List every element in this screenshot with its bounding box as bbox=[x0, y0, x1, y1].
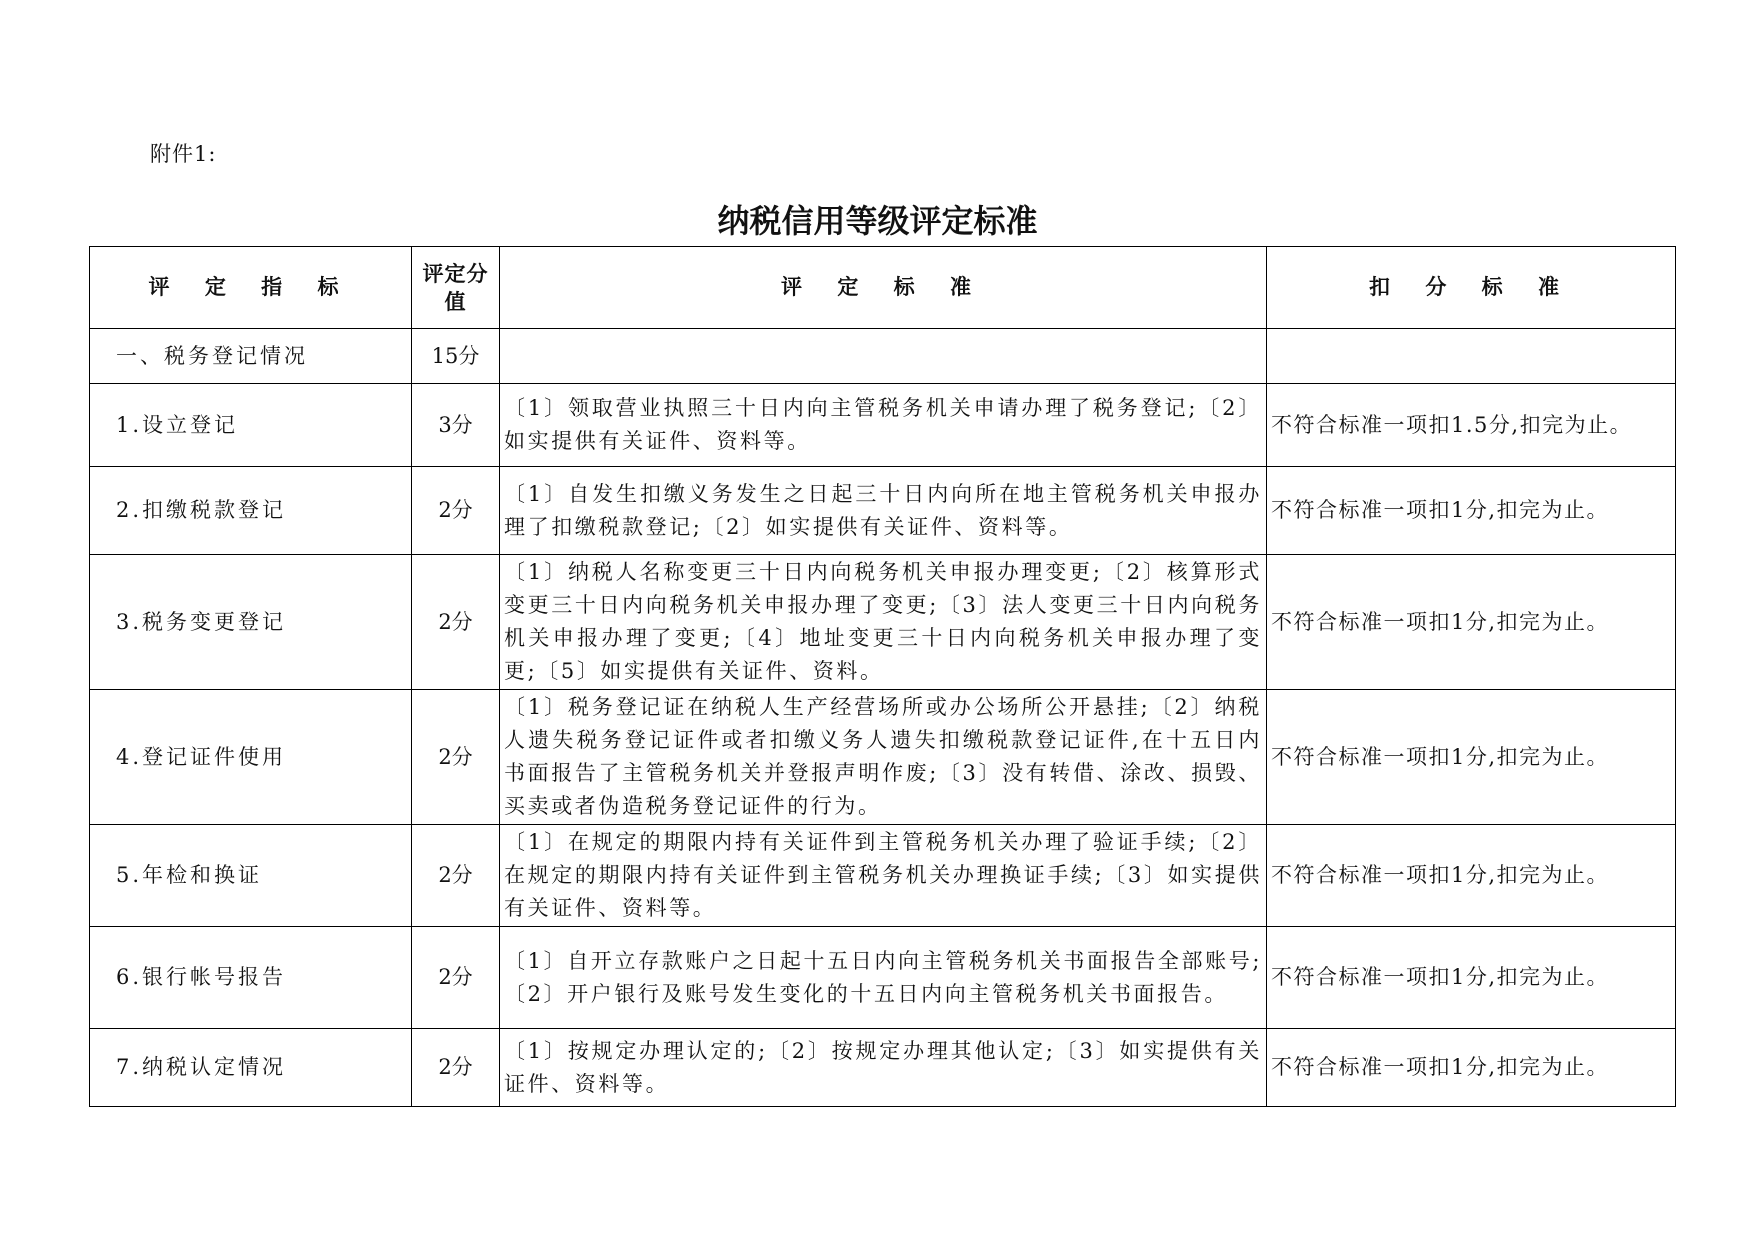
indicator-cell: 2.扣缴税款登记 bbox=[90, 467, 412, 555]
criteria-cell: 〔1〕领取营业执照三十日内向主管税务机关申请办理了税务登记;〔2〕如实提供有关证件、资料等。 bbox=[500, 384, 1267, 467]
deduction-cell: 不符合标准一项扣1.5分,扣完为止。 bbox=[1267, 384, 1676, 467]
deduction-cell: 不符合标准一项扣1分,扣完为止。 bbox=[1267, 1029, 1676, 1107]
criteria-cell bbox=[500, 329, 1267, 384]
table-row bbox=[90, 467, 1676, 555]
score-cell: 2分 bbox=[412, 1029, 500, 1107]
indicator-cell: 6.银行帐号报告 bbox=[90, 927, 412, 1029]
table-row bbox=[90, 555, 1676, 690]
score-cell: 15分 bbox=[412, 329, 500, 384]
criteria-cell: 〔1〕税务登记证在纳税人生产经营场所或办公场所公开悬挂;〔2〕纳税人遗失税务登记证件或者扣缴义务人遗失扣缴税款登记证件,在十五日内书面报告了主管税务机关并登报声明作废;〔3〕没有转借、涂改、损毁、买卖或者伪造税务登记证件的行为。 bbox=[500, 690, 1267, 825]
table-row bbox=[90, 384, 1676, 467]
header-indicator: 评 定 指 标 bbox=[90, 247, 412, 329]
criteria-cell: 〔1〕在规定的期限内持有关证件到主管税务机关办理了验证手续;〔2〕在规定的期限内持有关证件到主管税务机关办理换证手续;〔3〕如实提供有关证件、资料等。 bbox=[500, 825, 1267, 927]
indicator-cell: 1.设立登记 bbox=[90, 384, 412, 467]
score-cell: 3分 bbox=[412, 384, 500, 467]
score-cell: 2分 bbox=[412, 555, 500, 690]
deduction-cell bbox=[1267, 329, 1676, 384]
header-score: 评定分值 bbox=[412, 247, 500, 329]
table-header-row bbox=[90, 247, 1676, 329]
table-row bbox=[90, 1029, 1676, 1107]
attachment-label: 附件1: bbox=[150, 142, 217, 166]
header-criteria: 评 定 标 准 bbox=[500, 247, 1267, 329]
score-cell: 2分 bbox=[412, 927, 500, 1029]
table-row bbox=[90, 825, 1676, 927]
indicator-cell: 一、税务登记情况 bbox=[90, 329, 412, 384]
table-row bbox=[90, 690, 1676, 825]
header-deduction: 扣 分 标 准 bbox=[1267, 247, 1676, 329]
document-title: 纳税信用等级评定标准 bbox=[717, 202, 1038, 240]
criteria-cell: 〔1〕纳税人名称变更三十日内向税务机关申报办理变更;〔2〕核算形式变更三十日内向税务机关申报办理了变更;〔3〕法人变更三十日内向税务机关申报办理了变更;〔4〕地址变更三十日内向税务机关申报办理了变更;〔5〕如实提供有关证件、资料。 bbox=[500, 555, 1267, 690]
criteria-cell: 〔1〕自发生扣缴义务发生之日起三十日内向所在地主管税务机关申报办理了扣缴税款登记;〔2〕如实提供有关证件、资料等。 bbox=[500, 467, 1267, 555]
score-cell: 2分 bbox=[412, 467, 500, 555]
deduction-cell: 不符合标准一项扣1分,扣完为止。 bbox=[1267, 825, 1676, 927]
indicator-cell: 5.年检和换证 bbox=[90, 825, 412, 927]
score-cell: 2分 bbox=[412, 690, 500, 825]
criteria-cell: 〔1〕按规定办理认定的;〔2〕按规定办理其他认定;〔3〕如实提供有关证件、资料等。 bbox=[500, 1029, 1267, 1107]
indicator-cell: 3.税务变更登记 bbox=[90, 555, 412, 690]
deduction-cell: 不符合标准一项扣1分,扣完为止。 bbox=[1267, 927, 1676, 1029]
deduction-cell: 不符合标准一项扣1分,扣完为止。 bbox=[1267, 555, 1676, 690]
indicator-cell: 4.登记证件使用 bbox=[90, 690, 412, 825]
table-row bbox=[90, 329, 1676, 384]
rating-standards-table bbox=[89, 246, 1676, 1107]
deduction-cell: 不符合标准一项扣1分,扣完为止。 bbox=[1267, 690, 1676, 825]
table-row bbox=[90, 927, 1676, 1029]
deduction-cell: 不符合标准一项扣1分,扣完为止。 bbox=[1267, 467, 1676, 555]
indicator-cell: 7.纳税认定情况 bbox=[90, 1029, 412, 1107]
score-cell: 2分 bbox=[412, 825, 500, 927]
criteria-cell: 〔1〕自开立存款账户之日起十五日内向主管税务机关书面报告全部账号;〔2〕开户银行及账号发生变化的十五日内向主管税务机关书面报告。 bbox=[500, 927, 1267, 1029]
